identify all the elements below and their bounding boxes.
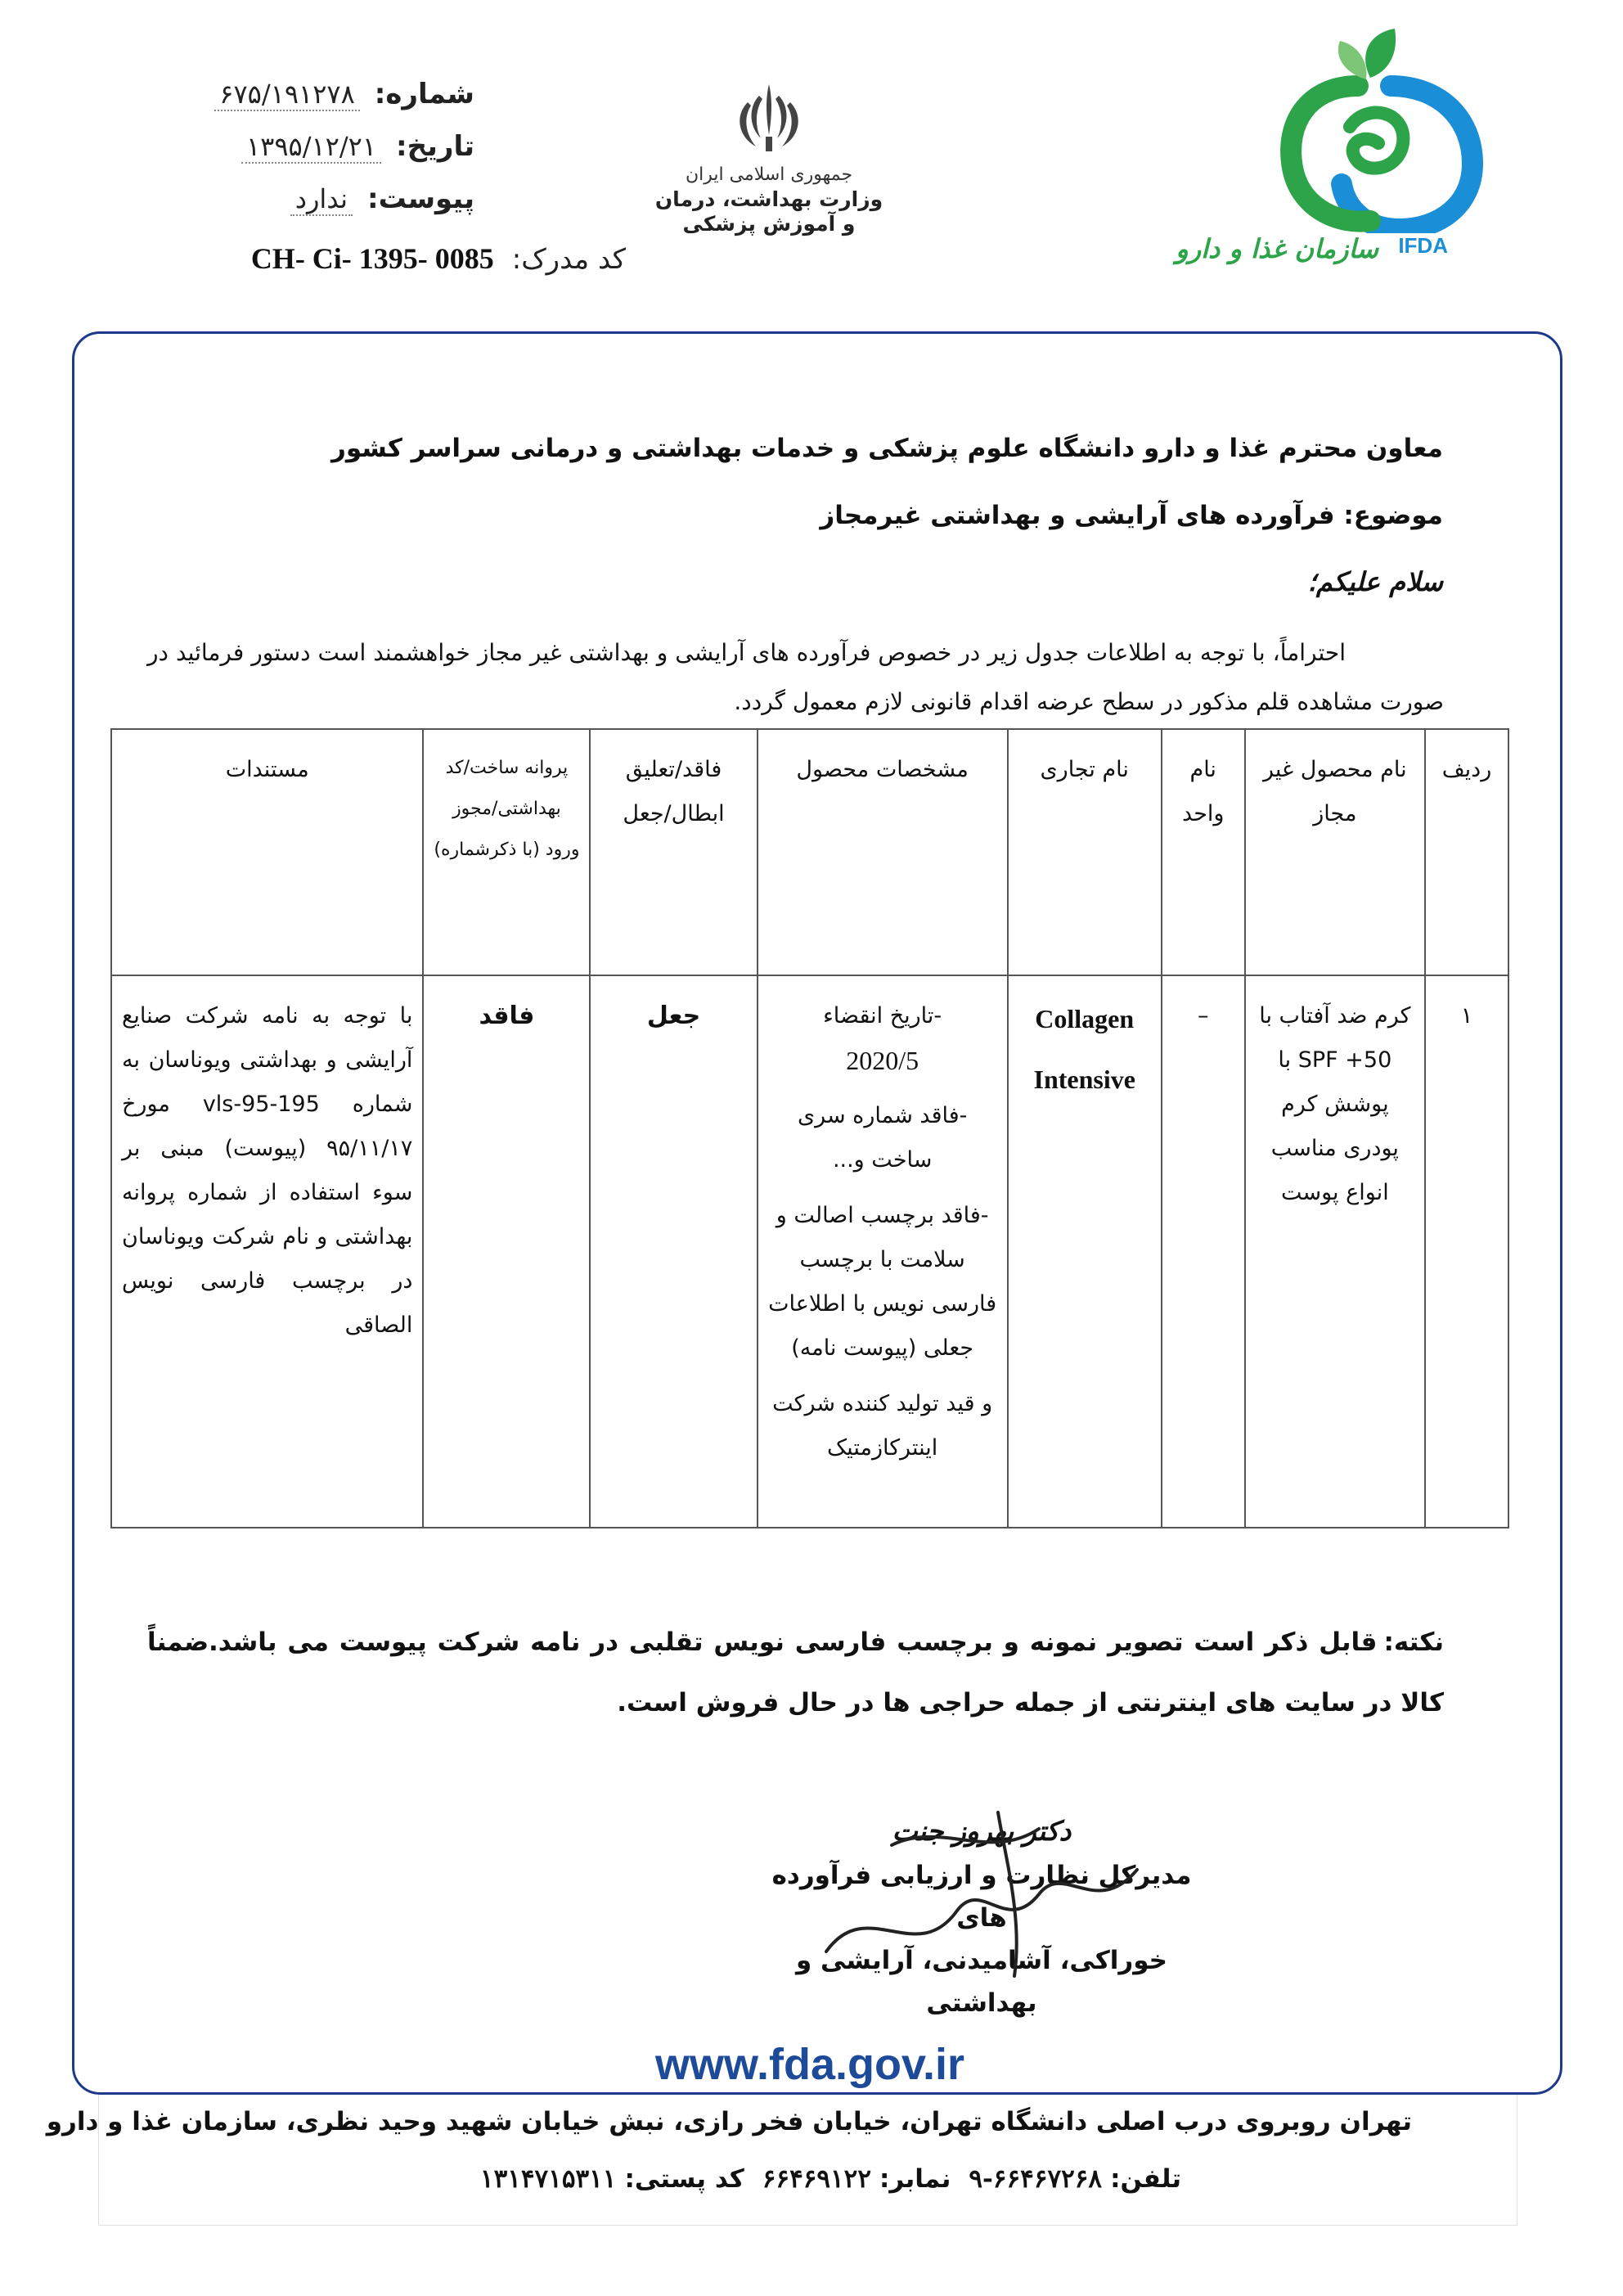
header-license: پروانه ساخت/کد بهداشتی/مجوز ورود (با ذکرشماره)	[423, 729, 590, 975]
letter-addressee: معاون محترم غذا و دارو دانشگاه علوم پزشکی و خدمات بهداشتی و درمانی سراسر کشور	[331, 434, 1443, 463]
document-code-value: CH- Ci- 1395- 0085	[250, 242, 494, 275]
document-code	[200, 241, 626, 276]
spec-manufacturer: و قید تولید کننده شرکت اینترکازمتیک	[772, 1391, 993, 1461]
note-label: نکته:	[1383, 1627, 1444, 1657]
header-unit-name: نام واحد	[1162, 729, 1245, 975]
footer-phone	[969, 2164, 1181, 2194]
header-status: فاقد/تعلیق ابطال/جعل	[590, 729, 757, 975]
letter-date-value: ۱۳۹۵/۱۲/۲۱	[241, 131, 381, 164]
spec-batch: -فاقد شماره سری ساخت و...	[797, 1103, 968, 1173]
cell-status: جعل	[590, 975, 757, 1528]
letter-number-label: شماره:	[374, 78, 474, 110]
cell-specs	[758, 975, 1008, 1528]
cell-product-name: کرم ضد آفتاب با SPF +50 با پوشش کرم پودری مناسب انواع پوست	[1245, 975, 1425, 1528]
footer-postal	[480, 2164, 744, 2194]
header-product-name: نام محصول غیر مجاز	[1245, 729, 1425, 975]
header-documents: مستندات	[111, 729, 423, 975]
footer-contact	[480, 2164, 1181, 2194]
spec-label: -فاقد برچسب اصالت و سلامت با برچسب فارسی نویس با اطلاعات جعلی (پیوست نامه)	[768, 1203, 997, 1361]
header-row-no: ردیف	[1425, 729, 1508, 975]
letter-date-label: تاریخ:	[396, 130, 474, 163]
letter-meta	[172, 78, 474, 235]
signatory-title-line1: مدیرکل نظارت و ارزیابی فرآورده های	[771, 1861, 1192, 1933]
ifda-org-name: سازمان غذا و دارو	[1176, 233, 1378, 264]
header-brand-name: نام تجاری	[1008, 729, 1162, 975]
ifda-abbreviation: IFDA	[1398, 233, 1448, 258]
ministry-header	[646, 78, 892, 236]
footer-address: تهران روبروی درب اصلی دانشگاه تهران، خیابان فخر رازی، نبش خیابان شهید وحید نظری، سازمان غذا و دارو	[46, 2107, 1412, 2136]
letter-attachment-value: ندارد	[290, 183, 353, 216]
letter-greeting: سلام علیکم؛	[1307, 566, 1443, 597]
letter-date-row	[172, 130, 474, 182]
ifda-logo	[1176, 29, 1530, 282]
letter-note	[147, 1612, 1444, 1733]
brand-line-2: Intensive	[1033, 1065, 1135, 1094]
letter-body: احتراماً، با توجه به اطلاعات جدول زیر در خصوص فرآورده های آرایشی و بهداشتی غیر مجاز خواهشمند است دستور فرمائید در صورت مشاهده قلم مذکور در سطح عرضه اقدام قانونی لازم معمول گردد.	[147, 639, 1444, 715]
signatory-name: دکتر بهروز جنت	[892, 1815, 1072, 1847]
products-table	[110, 728, 1509, 1528]
letter-number-row	[172, 78, 474, 130]
phone-value: ۹-۶۶۴۶۷۲۶۸	[969, 2164, 1103, 2194]
table-header-row	[111, 729, 1508, 975]
table-row	[111, 975, 1508, 1528]
website-link[interactable]: www.fda.gov.ir	[654, 2040, 965, 2089]
spec-expiry-value: 2020/5	[846, 1046, 919, 1075]
cell-row-no: ۱	[1425, 975, 1508, 1528]
ministry-name-line1: وزارت بهداشت، درمان	[654, 187, 883, 211]
letter-attachment-label: پیوست:	[367, 182, 474, 215]
note-text: قابل ذکر است تصویر نمونه و برچسب فارسی نویس تقلبی در نامه شرکت پیوست می باشد.ضمناً کالا در سایت های اینترنتی از جمله حراجی ها در حال فروش است.	[147, 1627, 1444, 1717]
spec-expiry-label: -تاریخ انقضاء	[823, 1003, 942, 1029]
fax-label: نمابر:	[879, 2164, 951, 2194]
letter-attachment-row	[172, 182, 474, 235]
postal-label: کد پستی:	[624, 2164, 744, 2194]
header-specs: مشخصات محصول	[758, 729, 1008, 975]
letter-number-value: ۶۷۵/۱۹۱۲۷۸	[214, 79, 359, 111]
ifda-emblem-icon	[1203, 29, 1530, 233]
postal-value: ۱۳۱۴۷۱۵۳۱۱	[479, 2164, 617, 2194]
document-code-label: کد مدرک:	[511, 243, 626, 276]
ministry-country: جمهوری اسلامی ایران	[685, 164, 853, 185]
cell-documents: با توجه به نامه شرکت صنایع آرایشی و بهداشتی ویوناسان به شماره 195-vls-95 مورخ ۹۵/۱۱/۱۷ (پیوست) مبنی بر سوء استفاده از شماره پروانه بهداشتی و نام شرکت ویوناسان در برچسب فارسی نویس الصاقی	[111, 975, 423, 1528]
phone-label: تلفن:	[1110, 2164, 1181, 2194]
cell-brand-name	[1008, 975, 1162, 1528]
brand-line-1: Collagen	[1035, 1004, 1135, 1033]
cell-license: فاقد	[423, 975, 590, 1528]
cell-unit-name: –	[1162, 975, 1245, 1528]
letter-subject: موضوع: فرآورده های آرایشی و بهداشتی غیرمجاز	[820, 501, 1443, 530]
iran-emblem-icon	[720, 78, 818, 160]
ministry-name-line2: و آموزش پزشکی	[682, 212, 856, 236]
footer-fax	[762, 2164, 951, 2194]
signatory-title-line2: خوراکی، آشامیدنی، آرایشی و بهداشتی	[796, 1946, 1167, 2018]
fax-value: ۶۶۴۶۹۱۲۲	[762, 2164, 871, 2194]
signature-block	[761, 1808, 1203, 2024]
